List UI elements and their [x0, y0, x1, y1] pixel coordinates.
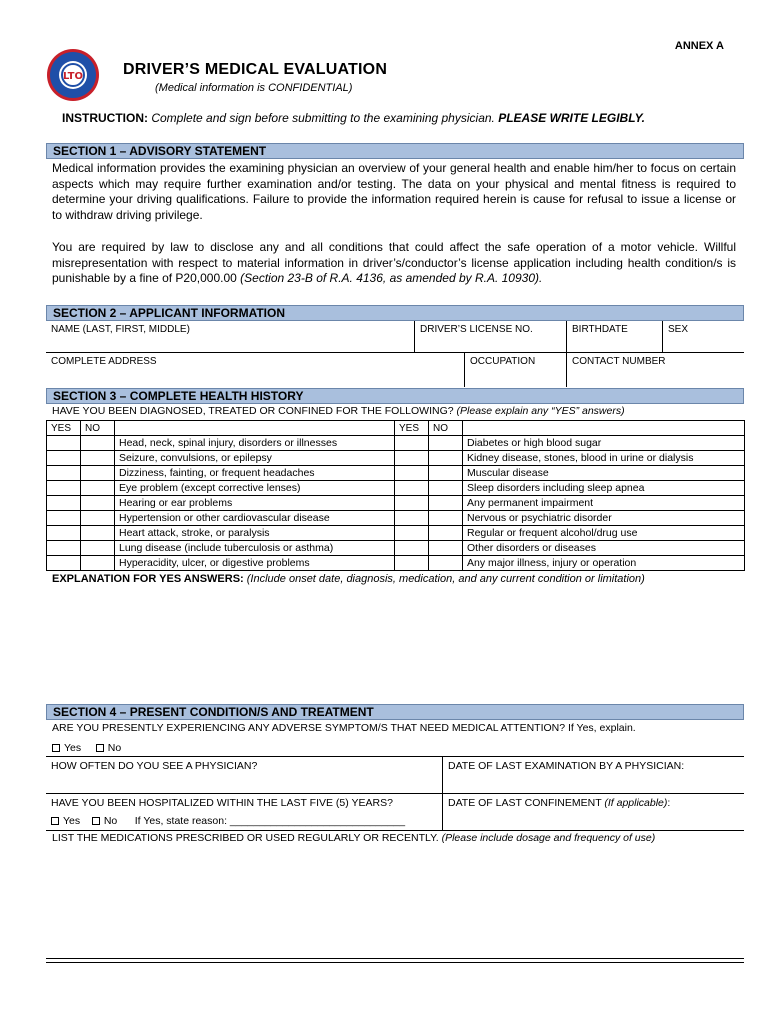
condition-label: Any major illness, injury or operation	[463, 556, 745, 571]
lto-seal-logo	[46, 48, 100, 102]
sex-label: SEX	[668, 324, 689, 335]
yes-checkbox[interactable]	[395, 556, 429, 571]
health-row	[47, 556, 745, 571]
explanation-label-line	[52, 573, 645, 585]
occupation-label: OCCUPATION	[470, 356, 536, 367]
section1-heading: SECTION 1 – ADVISORY STATEMENT	[46, 143, 744, 159]
health-row	[47, 511, 745, 526]
health-row	[47, 466, 745, 481]
yes-checkbox[interactable]	[395, 451, 429, 466]
condition-header-left	[115, 421, 395, 436]
yes-checkbox[interactable]	[47, 451, 81, 466]
section3-heading: SECTION 3 – COMPLETE HEALTH HISTORY	[46, 388, 744, 404]
medications-question-line	[52, 832, 655, 844]
no-checkbox[interactable]	[429, 511, 463, 526]
document-title: DRIVER’S MEDICAL EVALUATION	[123, 61, 388, 78]
no-checkbox[interactable]	[81, 556, 115, 571]
no-checkbox[interactable]	[81, 451, 115, 466]
condition-label: Heart attack, stroke, or paralysis	[115, 526, 395, 541]
birthdate-label: BIRTHDATE	[572, 324, 628, 335]
physician-visits-grid	[46, 756, 744, 830]
adverse-symptom-options	[52, 742, 121, 754]
yes-checkbox[interactable]	[47, 541, 81, 556]
condition-label: Hyperacidity, ulcer, or digestive problems	[115, 556, 395, 571]
name-label: NAME (LAST, FIRST, MIDDLE)	[51, 324, 190, 335]
health-row	[47, 496, 745, 511]
health-history-question	[52, 405, 625, 417]
explanation-label: EXPLANATION FOR YES ANSWERS:	[52, 573, 244, 585]
no-label: No	[103, 815, 118, 827]
medications-note: (Please include dosage and frequency of use)	[441, 832, 656, 844]
health-history-table	[46, 420, 745, 571]
health-question-note: (Please explain any “YES” answers)	[456, 405, 625, 417]
applicant-info-grid	[46, 321, 744, 387]
condition-label: Any permanent impairment	[463, 496, 745, 511]
no-checkbox[interactable]	[81, 436, 115, 451]
hospitalized-options	[51, 815, 437, 827]
no-header-right: NO	[429, 421, 463, 436]
no-checkbox[interactable]	[81, 466, 115, 481]
condition-label: Seizure, convulsions, or epilepsy	[115, 451, 395, 466]
condition-label: Muscular disease	[463, 466, 745, 481]
last-exam-date-field[interactable]	[442, 757, 744, 794]
checkbox-icon	[51, 817, 59, 825]
health-row	[47, 541, 745, 556]
condition-label: Nervous or psychiatric disorder	[463, 511, 745, 526]
instruction-emphasis: PLEASE WRITE LEGIBLY.	[498, 111, 645, 125]
yes-checkbox[interactable]	[395, 496, 429, 511]
yes-checkbox[interactable]	[47, 511, 81, 526]
condition-label: Diabetes or high blood sugar	[463, 436, 745, 451]
hospitalized-no-option[interactable]	[92, 815, 117, 827]
no-checkbox[interactable]	[429, 496, 463, 511]
advisory-paragraph-1: Medical information provides the examining physician an overview of your general health and enable him/her to focus on certain aspects which may require further examination and/or testing. The data on your physical and mental fitness is required to determine your driving qualifications. Failure to provide the information required herein is cause for refusal to issue a license or to withdraw driving privilege.	[52, 161, 736, 222]
condition-label: Regular or frequent alcohol/drug use	[463, 526, 745, 541]
health-row	[47, 451, 745, 466]
license-no-field[interactable]	[414, 321, 566, 353]
medications-question: LIST THE MEDICATIONS PRESCRIBED OR USED REGULARLY OR RECENTLY.	[52, 832, 439, 844]
yes-header-right: YES	[395, 421, 429, 436]
condition-label: Hearing or ear problems	[115, 496, 395, 511]
condition-label: Kidney disease, stones, blood in urine or dialysis	[463, 451, 745, 466]
condition-label: Eye problem (except corrective lenses)	[115, 481, 395, 496]
adverse-no-option[interactable]	[96, 742, 121, 754]
divider	[46, 830, 744, 831]
condition-label: Lung disease (include tuberculosis or asthma)	[115, 541, 395, 556]
no-checkbox[interactable]	[81, 496, 115, 511]
instruction-text: Complete and sign before submitting to the examining physician.	[151, 111, 495, 125]
yes-checkbox[interactable]	[47, 496, 81, 511]
sex-field[interactable]	[662, 321, 744, 353]
advisory-paragraph-2	[52, 240, 736, 287]
advisory-paragraph-2-text: You are required by law to disclose any and all conditions that could affect the safe operation of a motor vehicle. Willful misrepresentation with respect to material information in driver’s/conductor’s license application including health condition/s is punishable by a fine of P20,000.00	[52, 240, 736, 286]
health-question-text: HAVE YOU BEEN DIAGNOSED, TREATED OR CONFINED FOR THE FOLLOWING?	[52, 405, 454, 417]
condition-header-right	[463, 421, 745, 436]
occupation-field[interactable]	[464, 353, 566, 387]
yes-header-left: YES	[47, 421, 81, 436]
address-label: COMPLETE ADDRESS	[51, 356, 157, 367]
instruction-line	[62, 111, 645, 125]
explanation-textarea[interactable]	[46, 590, 744, 702]
physician-frequency-field[interactable]	[46, 757, 442, 794]
checkbox-icon	[92, 817, 100, 825]
last-confinement-field[interactable]	[442, 794, 744, 831]
no-checkbox[interactable]	[429, 451, 463, 466]
yes-checkbox[interactable]	[395, 541, 429, 556]
annex-label: ANNEX A	[674, 40, 724, 52]
no-checkbox[interactable]	[429, 526, 463, 541]
advisory-legal-reference: (Section 23-B of R.A. 4136, as amended by R.A. 10930).	[240, 271, 543, 286]
yes-checkbox[interactable]	[47, 481, 81, 496]
yes-checkbox[interactable]	[395, 436, 429, 451]
yes-checkbox[interactable]	[395, 511, 429, 526]
yes-checkbox[interactable]	[47, 466, 81, 481]
no-checkbox[interactable]	[429, 466, 463, 481]
section4-heading: SECTION 4 – PRESENT CONDITION/S AND TREATMENT	[46, 704, 744, 720]
adverse-symptom-question: ARE YOU PRESENTLY EXPERIENCING ANY ADVERSE SYMPTOM/S THAT NEED MEDICAL ATTENTION? If Yes, explain.	[52, 722, 636, 734]
address-field[interactable]	[46, 353, 464, 387]
yes-checkbox[interactable]	[395, 481, 429, 496]
hospitalized-reason[interactable]: If Yes, state reason: ______________________________	[134, 815, 406, 827]
health-row	[47, 526, 745, 541]
birthdate-field[interactable]	[566, 321, 662, 353]
no-checkbox[interactable]	[429, 556, 463, 571]
explanation-note: (Include onset date, diagnosis, medication, and any current condition or limitation)	[246, 573, 645, 585]
checkbox-icon	[52, 744, 60, 752]
no-checkbox[interactable]	[429, 436, 463, 451]
no-header-left: NO	[81, 421, 115, 436]
no-checkbox[interactable]	[81, 481, 115, 496]
checkbox-icon	[96, 744, 104, 752]
last-confinement-colon: :	[667, 797, 671, 809]
no-checkbox[interactable]	[429, 541, 463, 556]
condition-label: Other disorders or diseases	[463, 541, 745, 556]
no-checkbox[interactable]	[81, 526, 115, 541]
bottom-rule-top	[46, 958, 744, 959]
instruction-label: INSTRUCTION:	[62, 111, 148, 125]
no-label: No	[107, 742, 122, 754]
license-no-label: DRIVER’S LICENSE NO.	[420, 324, 533, 335]
section2-heading: SECTION 2 – APPLICANT INFORMATION	[46, 305, 744, 321]
contact-number-field[interactable]	[566, 353, 744, 387]
contact-number-label: CONTACT NUMBER	[572, 356, 666, 367]
health-table-header	[47, 421, 745, 436]
condition-label: Hypertension or other cardiovascular disease	[115, 511, 395, 526]
health-row	[47, 436, 745, 451]
physician-frequency-label: HOW OFTEN DO YOU SEE A PHYSICIAN?	[51, 760, 258, 772]
bottom-rule-bottom	[46, 962, 744, 963]
name-field[interactable]	[46, 321, 414, 353]
svg-text:LTO: LTO	[62, 71, 84, 82]
medications-textarea[interactable]	[46, 848, 744, 956]
health-row	[47, 481, 745, 496]
last-confinement-note: (If applicable)	[604, 797, 668, 809]
document-subtitle: (Medical information is CONFIDENTIAL)	[155, 82, 353, 94]
yes-checkbox[interactable]	[47, 556, 81, 571]
hospitalized-yes-option[interactable]	[51, 815, 80, 827]
condition-label: Sleep disorders including sleep apnea	[463, 481, 745, 496]
yes-checkbox[interactable]	[395, 526, 429, 541]
condition-label: Head, neck, spinal injury, disorders or illnesses	[115, 436, 395, 451]
yes-label: Yes	[63, 815, 81, 827]
hospitalized-field	[46, 794, 442, 831]
condition-label: Dizziness, fainting, or frequent headaches	[115, 466, 395, 481]
last-confinement-label: DATE OF LAST CONFINEMENT	[448, 797, 602, 809]
no-checkbox[interactable]	[81, 541, 115, 556]
no-checkbox[interactable]	[429, 481, 463, 496]
hospitalized-label: HAVE YOU BEEN HOSPITALIZED WITHIN THE LAST FIVE (5) YEARS?	[51, 797, 393, 809]
adverse-yes-option[interactable]	[52, 742, 81, 754]
no-checkbox[interactable]	[81, 511, 115, 526]
yes-checkbox[interactable]	[47, 436, 81, 451]
yes-label: Yes	[64, 742, 82, 754]
yes-checkbox[interactable]	[47, 526, 81, 541]
last-exam-date-label: DATE OF LAST EXAMINATION BY A PHYSICIAN:	[448, 760, 685, 772]
yes-checkbox[interactable]	[395, 466, 429, 481]
